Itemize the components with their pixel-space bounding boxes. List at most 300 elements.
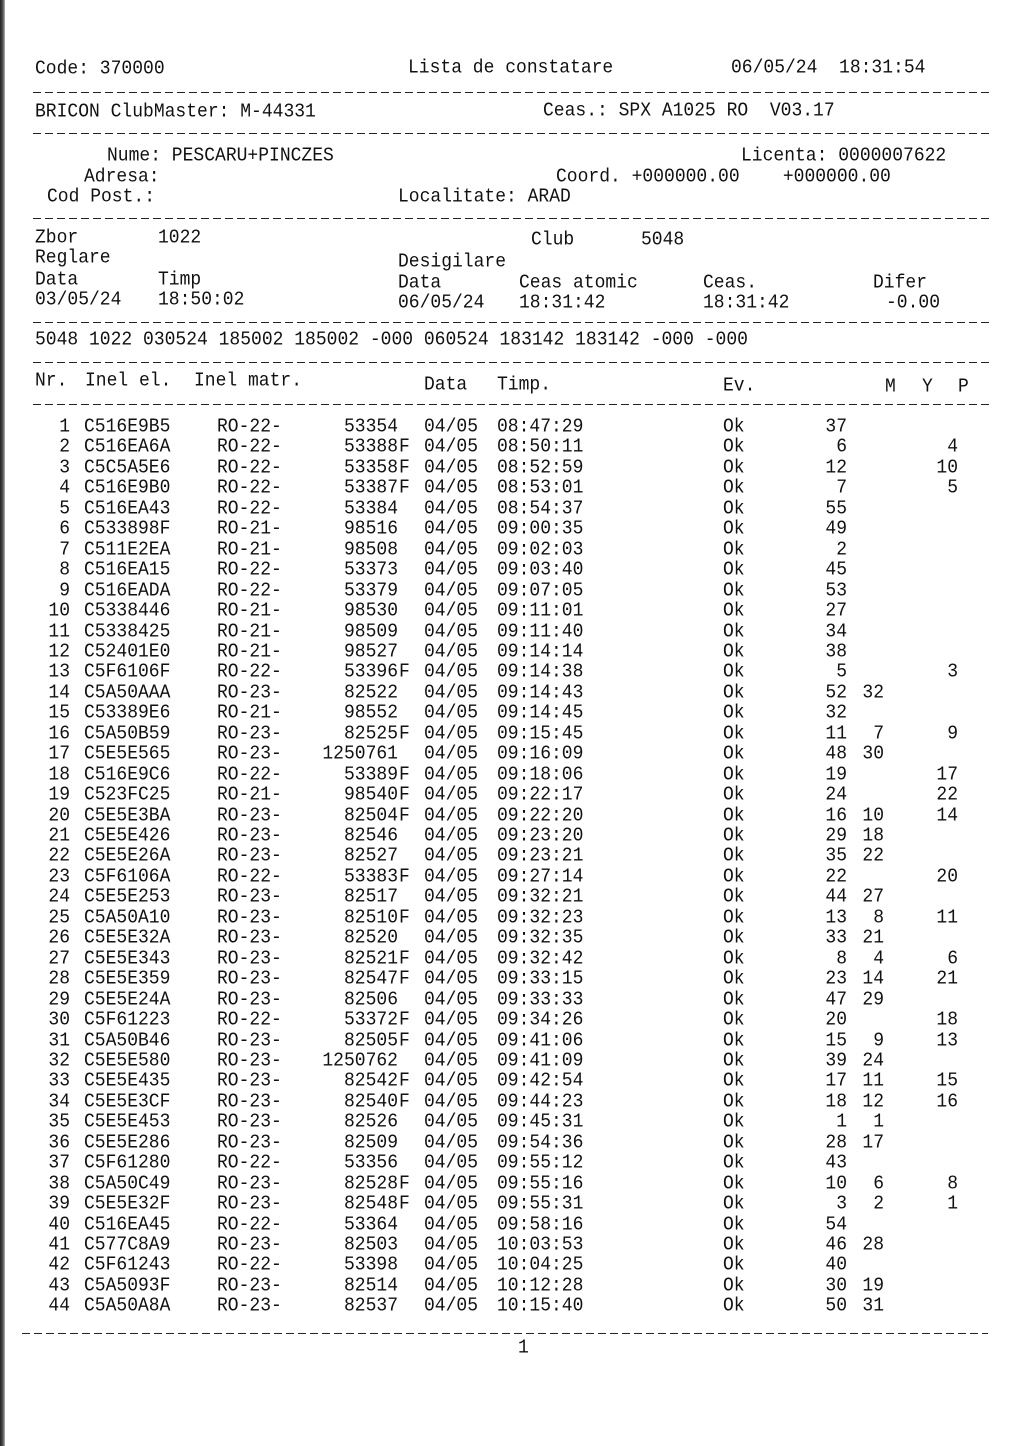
- row-event: Ok: [723, 968, 745, 990]
- row-m: 8: [836, 947, 847, 970]
- row-y: 22: [862, 845, 884, 868]
- row-event: Ok: [723, 722, 745, 745]
- row-event: Ok: [723, 784, 745, 806]
- row-time: 09:27:14: [497, 866, 584, 888]
- inel-matr-flag: F: [399, 804, 410, 827]
- row-p: 20: [936, 866, 958, 888]
- row-date: 04/05: [424, 1172, 479, 1195]
- desigilare-label: Desigilare: [398, 251, 507, 273]
- row-time: 09:44:23: [497, 1091, 584, 1113]
- summary-line: 5048 1022 030524 185002 185002 -000 060524 183142 183142 -000 -000: [35, 329, 748, 351]
- row-event: Ok: [723, 927, 745, 950]
- inel-matr-prefix: RO-23-: [217, 1234, 282, 1256]
- row-m: 52: [825, 682, 847, 704]
- inel-el: C5E5E24A: [84, 988, 171, 1011]
- inel-el: C516EADA: [84, 579, 171, 602]
- row-p: 14: [936, 804, 958, 827]
- row-date: 04/05: [424, 436, 479, 459]
- row-nr: 29: [48, 988, 70, 1011]
- row-date: 04/05: [424, 661, 479, 684]
- inel-matr-number: 82537: [343, 1295, 398, 1318]
- row-time: 08:47:29: [497, 416, 584, 438]
- row-nr: 39: [48, 1193, 70, 1215]
- row-nr: 41: [48, 1234, 70, 1256]
- row-date: 04/05: [424, 682, 479, 704]
- inel-matr-number: 98530: [343, 600, 398, 622]
- row-y: 24: [862, 1050, 884, 1072]
- inel-el: C516EA6A: [84, 436, 171, 459]
- inel-matr-number: 82540: [343, 1091, 398, 1113]
- row-date: 04/05: [424, 866, 479, 888]
- inel-el: C5F6106F: [84, 661, 171, 684]
- row-nr: 36: [48, 1131, 70, 1154]
- row-nr: 16: [48, 722, 70, 745]
- postcode: Cod Post.:: [47, 186, 156, 208]
- row-event: Ok: [723, 763, 745, 786]
- row-event: Ok: [723, 702, 745, 725]
- inel-el: C5F61280: [84, 1152, 171, 1174]
- row-nr: 44: [48, 1295, 70, 1318]
- row-nr: 43: [48, 1275, 70, 1297]
- zbor-label: Zbor: [35, 227, 79, 249]
- row-time: 09:14:45: [497, 702, 584, 725]
- inel-matr-prefix: RO-23-: [217, 1131, 282, 1154]
- row-date: 04/05: [424, 579, 479, 602]
- inel-el: C5A50C49: [84, 1172, 171, 1195]
- row-time: 09:11:40: [497, 620, 584, 643]
- row-event: Ok: [723, 1275, 745, 1297]
- row-nr: 21: [48, 825, 70, 847]
- inel-matr-flag: F: [399, 1029, 410, 1052]
- row-event: Ok: [723, 477, 745, 500]
- row-date: 04/05: [424, 988, 479, 1011]
- row-time: 09:32:42: [497, 947, 584, 970]
- zbor-value: 1022: [158, 227, 202, 249]
- row-m: 2: [836, 538, 847, 561]
- row-nr: 24: [48, 886, 70, 909]
- row-event: Ok: [723, 682, 745, 704]
- row-time: 09:18:06: [497, 763, 584, 786]
- inel-matr-flag: F: [399, 906, 410, 929]
- inel-matr-number: 82504: [343, 804, 398, 827]
- inel-el: C5E5E343: [84, 947, 171, 970]
- inel-matr-prefix: RO-23-: [217, 1275, 282, 1297]
- inel-matr-prefix: RO-23-: [217, 1172, 282, 1195]
- row-p: 13: [936, 1029, 958, 1052]
- inel-matr-number: 98552: [343, 702, 398, 725]
- inel-matr-flag: F: [399, 1091, 410, 1113]
- inel-el: C516EA43: [84, 497, 171, 520]
- row-time: 09:03:40: [497, 559, 584, 581]
- inel-el: C5A50A8A: [84, 1295, 171, 1318]
- inel-el: C516EA45: [84, 1213, 171, 1236]
- row-date: 04/05: [424, 906, 479, 929]
- inel-el: C5A5093F: [84, 1275, 171, 1297]
- inel-el: C5E5E3CF: [84, 1091, 171, 1113]
- reg-data-label: Data: [35, 269, 79, 291]
- row-m: 47: [825, 988, 847, 1011]
- inel-matr-prefix: RO-22-: [217, 661, 282, 684]
- club-label: Club: [531, 229, 575, 251]
- row-event: Ok: [723, 804, 745, 827]
- row-nr: 8: [59, 559, 70, 581]
- col-m: M: [885, 376, 896, 398]
- reg-data: 03/05/24: [35, 289, 122, 311]
- row-event: Ok: [723, 661, 745, 684]
- address: Adresa:: [84, 166, 160, 188]
- row-m: 28: [825, 1131, 847, 1154]
- ceas-atomic: 18:31:42: [519, 292, 606, 314]
- inel-el: C5E5E286: [84, 1131, 171, 1154]
- inel-matr-number: 53373: [343, 559, 398, 581]
- row-time: 10:04:25: [497, 1254, 584, 1277]
- des-data-label: Data: [398, 272, 442, 294]
- row-y: 32: [862, 682, 884, 704]
- owner-name: Nume: PESCARU+PINCZES: [107, 145, 334, 167]
- inel-el: C516E9B0: [84, 477, 171, 500]
- inel-matr-flag: F: [399, 968, 410, 990]
- divider: [33, 362, 993, 363]
- inel-matr-number: 98527: [343, 641, 398, 663]
- inel-matr-number: 82547: [343, 968, 398, 990]
- inel-matr-number: 82528: [343, 1172, 398, 1195]
- inel-el: C5E5E32A: [84, 927, 171, 950]
- inel-matr-prefix: RO-23-: [217, 804, 282, 827]
- club-value: 5048: [641, 229, 685, 251]
- row-nr: 22: [48, 845, 70, 868]
- inel-el: C5F61223: [84, 1009, 171, 1031]
- inel-matr-prefix: RO-23-: [217, 1050, 282, 1072]
- license: Licenta: 0000007622: [741, 145, 947, 167]
- inel-matr-flag: F: [399, 866, 410, 888]
- row-date: 04/05: [424, 538, 479, 561]
- row-m: 27: [825, 600, 847, 622]
- row-p: 5: [947, 477, 958, 500]
- row-p: 22: [936, 784, 958, 806]
- inel-matr-number: 98516: [343, 518, 398, 541]
- row-m: 38: [825, 641, 847, 663]
- row-date: 04/05: [424, 1009, 479, 1031]
- inel-el: C5A50AAA: [84, 682, 171, 704]
- row-date: 04/05: [424, 416, 479, 438]
- row-y: 29: [862, 988, 884, 1011]
- row-p: 9: [947, 722, 958, 745]
- inel-el: C523FC25: [84, 784, 171, 806]
- row-date: 04/05: [424, 804, 479, 827]
- inel-matr-number: 82525: [343, 722, 398, 745]
- inel-matr-prefix: RO-21-: [217, 620, 282, 643]
- inel-el: C5E5E253: [84, 886, 171, 909]
- row-date: 04/05: [424, 947, 479, 970]
- row-event: Ok: [723, 497, 745, 520]
- row-event: Ok: [723, 1050, 745, 1072]
- inel-el: C5F6106A: [84, 866, 171, 888]
- inel-el: C511E2EA: [84, 538, 171, 561]
- inel-matr-prefix: RO-22-: [217, 1009, 282, 1031]
- row-m: 18: [825, 1091, 847, 1113]
- row-time: 09:54:36: [497, 1131, 584, 1154]
- inel-matr-prefix: RO-21-: [217, 600, 282, 622]
- row-event: Ok: [723, 579, 745, 602]
- row-y: 9: [873, 1029, 884, 1052]
- inel-matr-prefix: RO-22-: [217, 1152, 282, 1174]
- row-nr: 9: [59, 579, 70, 602]
- inel-matr-number: 82522: [343, 682, 398, 704]
- row-date: 04/05: [424, 1234, 479, 1256]
- row-nr: 7: [59, 538, 70, 561]
- row-nr: 27: [48, 947, 70, 970]
- row-m: 23: [825, 968, 847, 990]
- row-p: 18: [936, 1009, 958, 1031]
- inel-matr-number: 53389: [343, 763, 398, 786]
- inel-matr-flag: F: [399, 436, 410, 459]
- inel-matr-flag: F: [399, 457, 410, 479]
- row-date: 04/05: [424, 600, 479, 622]
- inel-matr-prefix: RO-23-: [217, 927, 282, 950]
- row-event: Ok: [723, 1172, 745, 1195]
- row-time: 09:33:33: [497, 988, 584, 1011]
- inel-matr-number: 53354: [343, 416, 398, 438]
- inel-el: C53389E6: [84, 702, 171, 725]
- row-nr: 6: [59, 518, 70, 541]
- row-nr: 28: [48, 968, 70, 990]
- row-date: 04/05: [424, 845, 479, 868]
- row-event: Ok: [723, 1193, 745, 1215]
- row-date: 04/05: [424, 784, 479, 806]
- inel-matr-prefix: RO-23-: [217, 947, 282, 970]
- inel-el: C5C5A5E6: [84, 457, 171, 479]
- row-nr: 37: [48, 1152, 70, 1174]
- inel-el: C52401E0: [84, 641, 171, 663]
- row-y: 6: [873, 1172, 884, 1195]
- reglare-label: Reglare: [35, 247, 111, 269]
- inel-el: C5E5E453: [84, 1111, 171, 1134]
- row-y: 30: [862, 743, 884, 765]
- row-event: Ok: [723, 1295, 745, 1318]
- row-time: 10:12:28: [497, 1275, 584, 1297]
- print-datetime: 06/05/24 18:31:54: [731, 57, 926, 79]
- row-nr: 10: [48, 600, 70, 622]
- row-date: 04/05: [424, 1111, 479, 1134]
- divider: [33, 92, 993, 93]
- clock-info: Ceas.: SPX A1025 RO V03.17: [543, 100, 835, 122]
- inel-matr-flag: F: [399, 1009, 410, 1031]
- row-event: Ok: [723, 457, 745, 479]
- row-date: 04/05: [424, 1131, 479, 1154]
- row-y: 28: [862, 1234, 884, 1256]
- row-p: 21: [936, 968, 958, 990]
- inel-el: C5E5E435: [84, 1070, 171, 1093]
- row-time: 09:41:06: [497, 1029, 584, 1052]
- row-m: 1: [836, 1111, 847, 1134]
- divider: [22, 1333, 988, 1334]
- page-number: 1: [518, 1337, 529, 1359]
- inel-matr-number: 1250761: [322, 743, 398, 765]
- inel-matr-prefix: RO-23-: [217, 886, 282, 909]
- row-m: 43: [825, 1152, 847, 1174]
- row-m: 7: [836, 477, 847, 500]
- row-date: 04/05: [424, 497, 479, 520]
- inel-el: C5A50B46: [84, 1029, 171, 1052]
- row-event: Ok: [723, 1152, 745, 1174]
- row-time: 09:32:35: [497, 927, 584, 950]
- inel-matr-flag: F: [399, 661, 410, 684]
- row-nr: 35: [48, 1111, 70, 1134]
- row-event: Ok: [723, 947, 745, 970]
- row-nr: 17: [48, 743, 70, 765]
- row-event: Ok: [723, 538, 745, 561]
- row-m: 45: [825, 559, 847, 581]
- row-time: 09:32:23: [497, 906, 584, 929]
- inel-matr-number: 82509: [343, 1131, 398, 1154]
- row-time: 09:11:01: [497, 600, 584, 622]
- inel-el: C5A50B59: [84, 722, 171, 745]
- inel-matr-number: 82548: [343, 1193, 398, 1215]
- inel-matr-flag: F: [399, 763, 410, 786]
- row-time: 09:16:09: [497, 743, 584, 765]
- row-nr: 18: [48, 763, 70, 786]
- row-date: 04/05: [424, 1070, 479, 1093]
- inel-matr-prefix: RO-23-: [217, 906, 282, 929]
- row-y: 8: [873, 906, 884, 929]
- row-m: 34: [825, 620, 847, 643]
- inel-el: C5A50A10: [84, 906, 171, 929]
- row-event: Ok: [723, 886, 745, 909]
- row-m: 33: [825, 927, 847, 950]
- inel-el: C5E5E426: [84, 825, 171, 847]
- row-nr: 33: [48, 1070, 70, 1093]
- row-nr: 13: [48, 661, 70, 684]
- inel-matr-prefix: RO-22-: [217, 1213, 282, 1236]
- row-date: 04/05: [424, 1193, 479, 1215]
- row-nr: 2: [59, 436, 70, 459]
- row-time: 09:00:35: [497, 518, 584, 541]
- inel-matr-number: 82514: [343, 1275, 398, 1297]
- row-date: 04/05: [424, 1050, 479, 1072]
- inel-matr-prefix: RO-22-: [217, 477, 282, 500]
- row-time: 09:55:12: [497, 1152, 584, 1174]
- inel-matr-prefix: RO-23-: [217, 1029, 282, 1052]
- row-m: 29: [825, 825, 847, 847]
- row-nr: 4: [59, 477, 70, 500]
- clubmaster: BRICON ClubMaster: M-44331: [35, 101, 316, 123]
- row-p: 6: [947, 947, 958, 970]
- row-m: 46: [825, 1234, 847, 1256]
- row-time: 09:23:20: [497, 825, 584, 847]
- inel-matr-prefix: RO-22-: [217, 763, 282, 786]
- col-nr: Nr.: [35, 370, 68, 392]
- inel-matr-prefix: RO-21-: [217, 702, 282, 725]
- row-date: 04/05: [424, 620, 479, 643]
- row-m: 37: [825, 416, 847, 438]
- row-m: 15: [825, 1029, 847, 1052]
- row-date: 04/05: [424, 886, 479, 909]
- row-m: 22: [825, 866, 847, 888]
- row-time: 08:52:59: [497, 457, 584, 479]
- row-nr: 5: [59, 497, 70, 520]
- row-y: 18: [862, 825, 884, 847]
- row-nr: 19: [48, 784, 70, 806]
- inel-matr-number: 53379: [343, 579, 398, 602]
- row-date: 04/05: [424, 722, 479, 745]
- row-nr: 20: [48, 804, 70, 827]
- row-y: 12: [862, 1091, 884, 1113]
- row-p: 16: [936, 1091, 958, 1113]
- inel-el: C516EA15: [84, 559, 171, 581]
- row-time: 08:54:37: [497, 497, 584, 520]
- row-date: 04/05: [424, 825, 479, 847]
- inel-matr-prefix: RO-23-: [217, 1193, 282, 1215]
- row-m: 44: [825, 886, 847, 909]
- reg-timp-label: Timp: [158, 269, 202, 291]
- inel-el: C516E9C6: [84, 763, 171, 786]
- row-time: 09:41:09: [497, 1050, 584, 1072]
- row-y: 2: [873, 1193, 884, 1215]
- row-m: 32: [825, 702, 847, 725]
- inel-matr-flag: F: [399, 477, 410, 500]
- scan-edge: [0, 0, 5, 1446]
- inel-matr-prefix: RO-22-: [217, 1254, 282, 1277]
- inel-el: C533898F: [84, 518, 171, 541]
- row-time: 09:07:05: [497, 579, 584, 602]
- row-event: Ok: [723, 1070, 745, 1093]
- inel-matr-flag: F: [399, 1172, 410, 1195]
- row-m: 40: [825, 1254, 847, 1277]
- inel-matr-number: 82517: [343, 886, 398, 909]
- row-event: Ok: [723, 845, 745, 868]
- inel-matr-prefix: RO-23-: [217, 968, 282, 990]
- row-y: 31: [862, 1295, 884, 1318]
- row-time: 09:42:54: [497, 1070, 584, 1093]
- row-date: 04/05: [424, 457, 479, 479]
- row-m: 3: [836, 1193, 847, 1215]
- row-time: 09:58:16: [497, 1213, 584, 1236]
- inel-el: C516E9B5: [84, 416, 171, 438]
- inel-matr-prefix: RO-23-: [217, 845, 282, 868]
- row-p: 8: [947, 1172, 958, 1195]
- row-m: 19: [825, 763, 847, 786]
- inel-matr-prefix: RO-21-: [217, 784, 282, 806]
- row-nr: 40: [48, 1213, 70, 1236]
- row-time: 09:02:03: [497, 538, 584, 561]
- inel-matr-prefix: RO-23-: [217, 682, 282, 704]
- row-event: Ok: [723, 1111, 745, 1134]
- row-time: 09:14:38: [497, 661, 584, 684]
- row-date: 04/05: [424, 763, 479, 786]
- col-timp: Timp.: [497, 374, 552, 396]
- inel-matr-prefix: RO-23-: [217, 1070, 282, 1093]
- inel-matr-prefix: RO-23-: [217, 988, 282, 1011]
- inel-matr-flag: F: [399, 1070, 410, 1093]
- row-event: Ok: [723, 641, 745, 663]
- row-event: Ok: [723, 1009, 745, 1031]
- inel-matr-prefix: RO-23-: [217, 1295, 282, 1318]
- inel-matr-number: 53356: [343, 1152, 398, 1174]
- row-m: 13: [825, 906, 847, 929]
- row-time: 09:22:20: [497, 804, 584, 827]
- inel-matr-number: 82503: [343, 1234, 398, 1256]
- inel-el: C5E5E32F: [84, 1193, 171, 1215]
- inel-matr-number: 82520: [343, 927, 398, 950]
- row-nr: 23: [48, 866, 70, 888]
- row-y: 1: [873, 1111, 884, 1134]
- divider: [33, 133, 993, 134]
- inel-matr-prefix: RO-22-: [217, 579, 282, 602]
- row-y: 14: [862, 968, 884, 990]
- row-m: 11: [825, 722, 847, 745]
- row-event: Ok: [723, 1091, 745, 1113]
- row-y: 11: [862, 1070, 884, 1093]
